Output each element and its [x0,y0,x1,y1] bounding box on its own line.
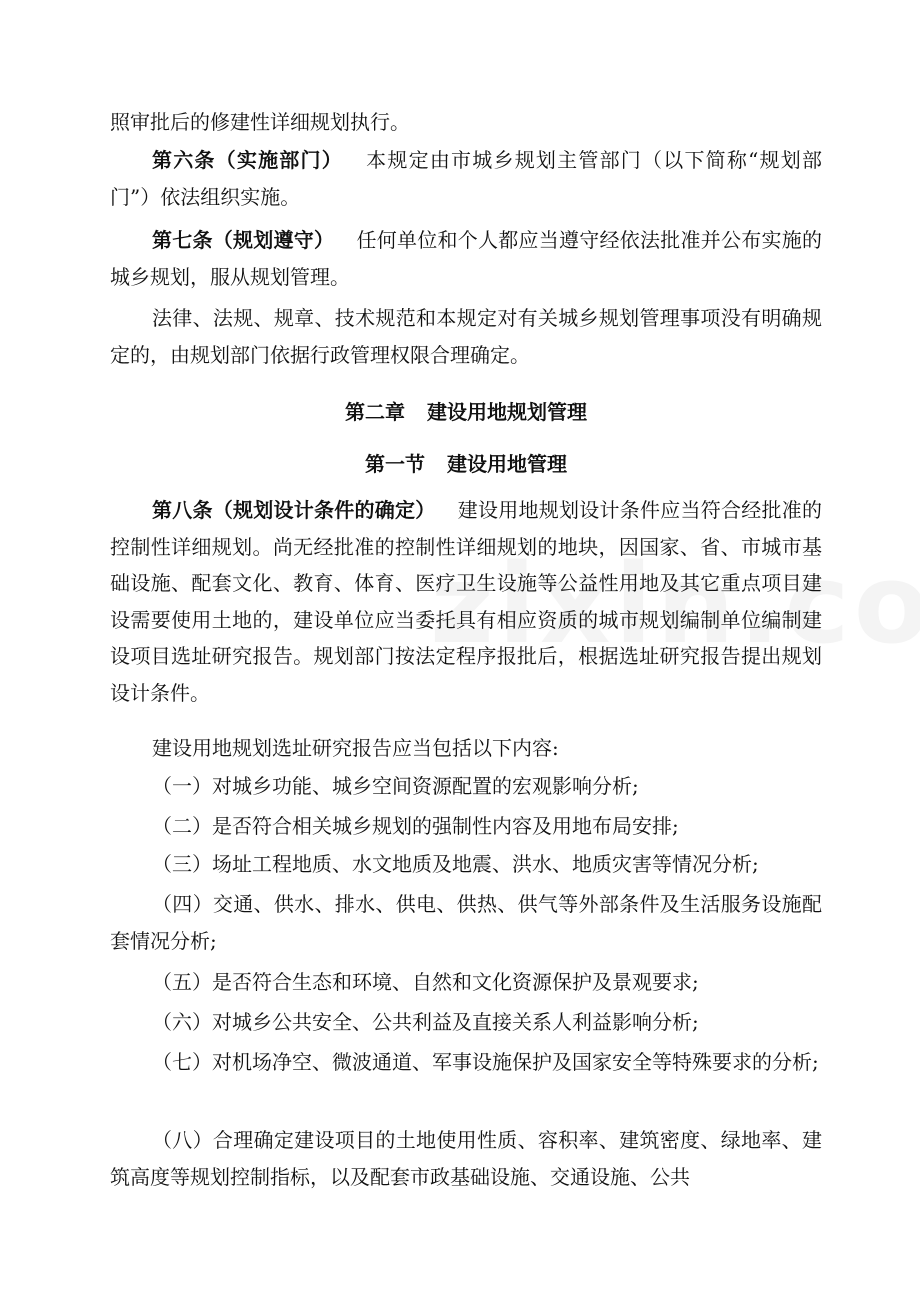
article-8-body: 建设用地规划设计条件应当符合经批准的控制性详细规划。尚无经批准的控制性详细规划的地块，因国家、省、市城市基础设施、配套文化、教育、体育、医疗卫生设施等公益性用地及其它重点项目建设需要使用土地的，建设单位应当委托具有相应资质的城市规划编制单位编制建设项目选址研究报告。规划部门按法定程序报批后，根据选址研究报告提出规划设计条件。 [110,498,822,705]
section-number: 第一节 [365,452,425,476]
list-item: （七）对机场净空、微波通道、军事设施保护及国家安全等特殊要求的分析; [152,1050,819,1074]
article-7-body: 任何单位和个人都应当遵守经依法批准并公布实施的城乡规划，服从规划管理。 [110,228,822,289]
chapter-number: 第二章 [345,400,405,424]
article-7-heading: 第七条（规划遵守） [152,228,335,252]
paragraph-law: 法律、法规、规章、技术规范和本规定对有关城乡规划管理事项没有明确规定的，由规划部门依据行政管理权限合理确定。 [110,306,822,367]
chapter-name: 建设用地规划管理 [427,400,587,424]
chapter-title [110,396,822,425]
article-8 [110,492,822,711]
article-6-heading: 第六条（实施部门） [152,148,343,172]
article-6 [110,142,822,215]
section-title [110,448,822,477]
list-item: （二）是否符合相关城乡规划的强制性内容及用地布局安排; [152,814,679,838]
article-6-body: 本规定由市城乡规划主管部门（以下简称“规划部门”）依法组织实施。 [110,148,822,209]
list-item: （五）是否符合生态和环境、自然和文化资源保护及景观要求; [152,970,699,994]
section-name: 建设用地管理 [447,452,567,476]
list-item: （三）场址工程地质、水文地质及地震、洪水、地质灾害等情况分析; [152,852,759,876]
list-item: （六）对城乡公共安全、公共利益及直接关系人利益影响分析; [152,1010,699,1034]
paragraph-continuation: 照审批后的修建性详细规划执行。 [110,110,410,134]
article-7 [110,222,822,295]
list-item: （四）交通、供水、排水、供电、供热、供气等外部条件及生活服务设施配套情况分析; [110,892,822,953]
list-item: （八）合理确定建设项目的土地使用性质、容积率、建筑密度、绿地率、建筑高度等规划控制指标，以及配套市政基础设施、交通设施、公共 [110,1128,822,1189]
paragraph-report-contents: 建设用地规划选址研究报告应当包括以下内容: [152,736,559,760]
list-item: （一）对城乡功能、城乡空间资源配置的宏观影响分析; [152,774,639,798]
article-8-heading: 第八条（规划设计条件的确定） [152,498,436,522]
